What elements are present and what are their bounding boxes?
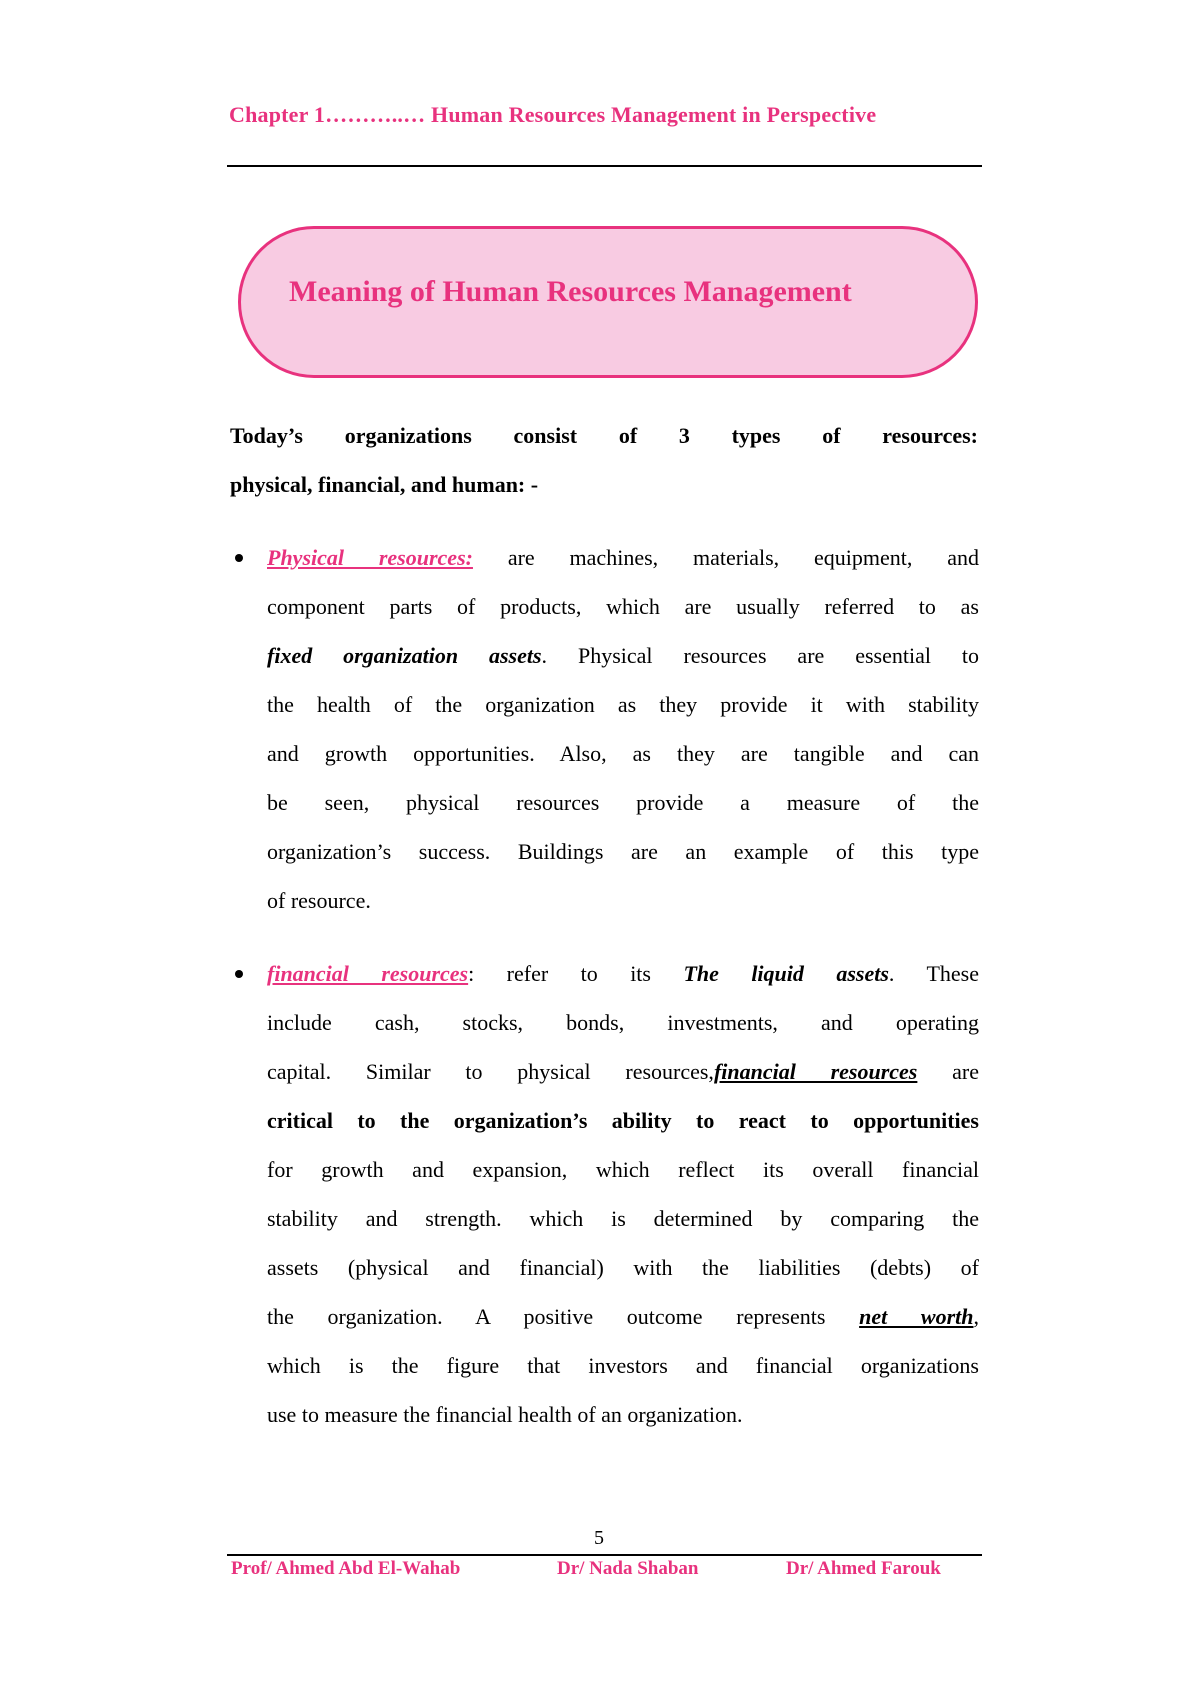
- page-number: 5: [594, 1527, 604, 1549]
- bullet-dot-financial: [235, 970, 243, 978]
- text-line: [267, 1292, 979, 1341]
- text-line: for growth and expansion, which reflect its overall financial: [267, 1157, 979, 1182]
- text-line: [267, 631, 979, 680]
- text-line: the health of the organization as they provide it with stability: [267, 692, 979, 717]
- intro-paragraph: [230, 411, 978, 509]
- text-line: which is the figure that investors and financial organizations: [267, 1353, 979, 1378]
- text-span: : refer to its: [468, 961, 684, 986]
- text-span: are: [917, 1059, 979, 1084]
- text-line: assets (physical and financial) with the liabilities (debts) of: [267, 1255, 979, 1280]
- net-worth-term: net worth: [859, 1304, 974, 1329]
- text-line: [267, 949, 979, 998]
- text-line: [267, 533, 979, 582]
- physical-resources-term: Physical resources:: [267, 545, 473, 570]
- text-line: of resource.: [267, 888, 371, 913]
- section-title: Meaning of Human Resources Management: [289, 275, 852, 308]
- text-span: . Physical resources are essential to: [541, 643, 979, 668]
- fixed-assets-term: fixed organization assets: [267, 643, 542, 668]
- header-rule: [227, 165, 982, 167]
- text-span: the organization. A positive outcome represents: [267, 1304, 860, 1329]
- financial-resources-term: financial resources: [267, 961, 469, 986]
- text-span: . These: [888, 961, 979, 986]
- intro-line-2: physical, financial, and human: -: [230, 472, 539, 497]
- text-line: use to measure the financial health of an organization.: [267, 1402, 743, 1427]
- bullet-physical-resources: [267, 533, 979, 925]
- liquid-assets-term: The liquid assets: [683, 961, 889, 986]
- text-line: organization’s success. Buildings are an example of this type: [267, 839, 979, 864]
- footer-author-2: Dr/ Nada Shaban: [557, 1558, 699, 1579]
- text-span: ,: [973, 1304, 979, 1329]
- bullet-dot-physical: [235, 554, 243, 562]
- footer-author-1: Prof/ Ahmed Abd El-Wahab: [231, 1558, 461, 1579]
- text-line: include cash, stocks, bonds, investments, and operating: [267, 1010, 979, 1035]
- text-line: critical to the organization’s ability to react to opportunities: [267, 1108, 979, 1133]
- text-line: stability and strength. which is determined by comparing the: [267, 1206, 979, 1231]
- text-line: component parts of products, which are usually referred to as: [267, 594, 979, 619]
- text-span: are machines, materials, equipment, and: [472, 545, 980, 570]
- intro-line-1: Today’s organizations consist of 3 types of resources:: [230, 423, 978, 448]
- bullet-financial-resources: [267, 949, 979, 1439]
- text-span: capital. Similar to physical resources,: [267, 1059, 714, 1084]
- chapter-header: Chapter 1………..… Human Resources Management in Perspective: [229, 102, 877, 127]
- financial-resources-emphasis: financial resources: [713, 1059, 918, 1084]
- footer-author-3: Dr/ Ahmed Farouk: [786, 1558, 941, 1579]
- text-line: be seen, physical resources provide a measure of the: [267, 790, 979, 815]
- text-line: and growth opportunities. Also, as they are tangible and can: [267, 741, 979, 766]
- text-line: [267, 1047, 979, 1096]
- footer-rule: [227, 1554, 982, 1556]
